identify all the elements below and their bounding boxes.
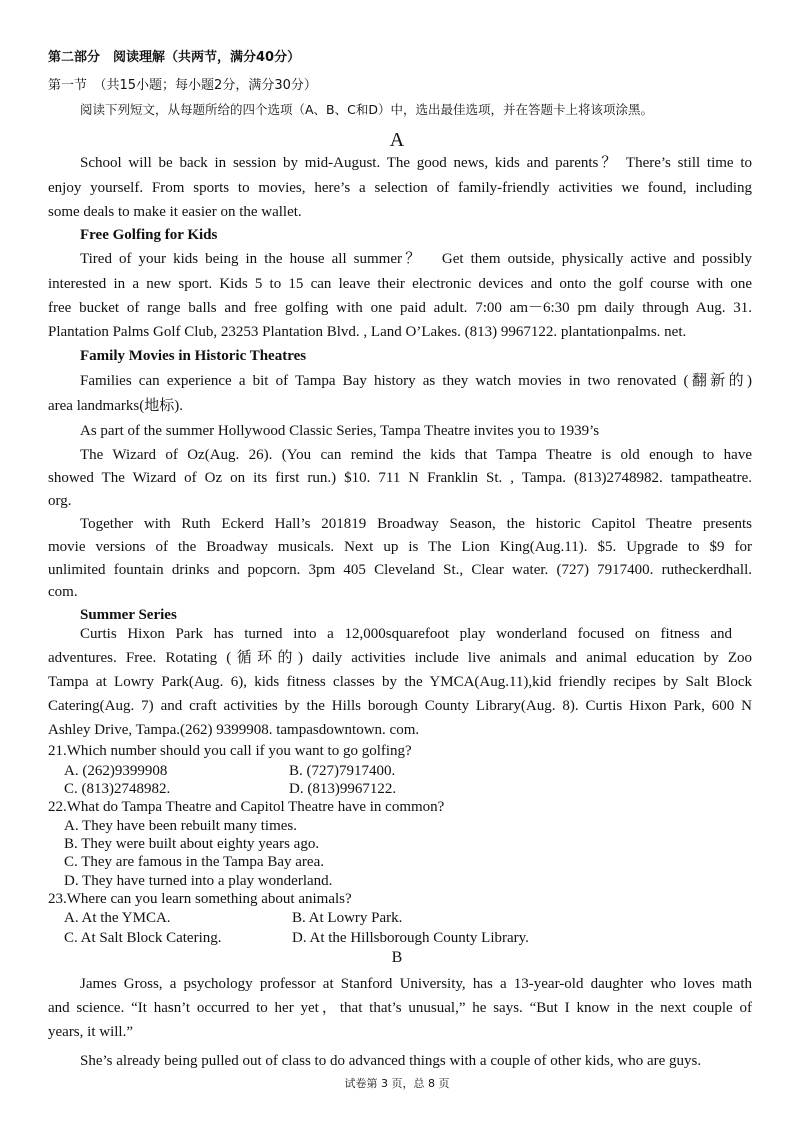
instructions: 阅读下列短文，从每题所给的四个选项（A、B、C和D）中，选出最佳选项，并在答题卡上将该项涂黑。 (80, 102, 653, 117)
movies-heading: Family Movies in Historic Theatres (80, 348, 307, 364)
summer-line: Catering(Aug. 7) and craft activities by the Hills borough County Library(Aug. 8). Curtis Hixon Park, 600 N (48, 698, 752, 714)
passage-b-line: She’s already being pulled out of class to do advanced things with a couple of other kids, who are guys. (80, 1053, 702, 1069)
summer-heading: Summer Series (80, 607, 177, 623)
page-footer: 试卷第 3 页，总 8 页 (344, 1077, 450, 1090)
passage-b-label: B (391, 949, 403, 966)
question-option: D. At the Hillsborough County Library. (292, 930, 529, 946)
golf-line: interested in a new sport. Kids 5 to 15 can leave their electronic devices and onto the golf course with one (48, 276, 752, 292)
question-option: D. (813)9967122. (289, 781, 397, 797)
question-option: B. (727)7917400. (289, 763, 396, 779)
question-stem: 23.Where can you learn something about animals? (48, 891, 352, 907)
golf-heading: Free Golfing for Kids (80, 227, 218, 243)
passage-b-line: years, it will.” (48, 1024, 133, 1040)
golf-line: Tired of your kids being in the house all summer？ Get them outside, physically active and possibly (80, 251, 752, 267)
question-option: A. (262)9399908 (64, 763, 168, 779)
capitol-line: movie versions of the Broadway musicals. Next up is The Lion King(Aug.11). $5. Upgrade to $9 for (48, 539, 752, 555)
summer-line: adventures. Free. Rotating (循环的) daily activities include live animals and animal education by Zoo (48, 650, 752, 666)
question-option: B. They were built about eighty years ago. (64, 836, 320, 852)
question-stem: 22.What do Tampa Theatre and Capitol Theatre have in common? (48, 799, 445, 815)
tampa-line: As part of the summer Hollywood Classic Series, Tampa Theatre invites you to 1939’s (80, 423, 600, 439)
part-title: 第二部分 阅读理解（共两节，满分40分） (48, 50, 301, 65)
question-option: C. They are famous in the Tampa Bay area. (64, 854, 324, 870)
summer-line: Ashley Drive, Tampa.(262) 9399908. tampasdowntown. com. (48, 722, 420, 738)
passage-a-intro-line: School will be back in session by mid-August. The good news, kids and parents？ There’s still time to (80, 155, 752, 171)
question-option: A. At the YMCA. (64, 910, 171, 926)
question-option: C. At Salt Block Catering. (64, 930, 222, 946)
passage-a-intro-line: some deals to make it easier on the wallet. (48, 204, 302, 220)
golf-line: Plantation Palms Golf Club, 23253 Plantation Blvd. , Land O’Lakes. (813) 9967122. plantationpalms. net. (48, 324, 687, 340)
summer-line: Tampa at Lowry Park(Aug. 6), kids fitness classes by the YMCA(Aug.11),kid friendly recipes by Salt Block (48, 674, 752, 690)
question-option: B. At Lowry Park. (292, 910, 403, 926)
passage-b-line: James Gross, a psychology professor at Stanford University, has a 13-year-old daughter who loves math (80, 976, 752, 992)
question-option: C. (813)2748982. (64, 781, 171, 797)
tampa-line: The Wizard of Oz(Aug. 26). (You can remind the kids that Tampa Theatre is old enough to have (80, 447, 752, 463)
movies-intro-line: Families can experience a bit of Tampa Bay history as they watch movies in two renovated (翻新的) (80, 373, 752, 389)
capitol-line: Together with Ruth Eckerd Hall’s 201819 Broadway Season, the historic Capitol Theatre presents (80, 516, 752, 532)
tampa-line: showed The Wizard of Oz on its first run.) $10. 711 N Franklin St. , Tampa. (813)2748982. tampatheatre. (48, 470, 752, 486)
summer-line: Curtis Hixon Park has turned into a 12,000squarefoot play wonderland focused on fitness and (80, 626, 732, 642)
passage-b-line: and science. “It hasn’t occurred to her yet，that that’s unusual,” he says. “But I know in the next couple of (48, 1000, 752, 1016)
passage-a-intro-line: enjoy yourself. From sports to movies, here’s a selection of family-friendly activities we found, including (48, 180, 752, 196)
question-option: D. They have turned into a play wonderland. (64, 873, 333, 889)
section-title: 第一节 （共15小题；每小题2分，满分30分） (48, 78, 317, 93)
golf-line: free bucket of range balls and free golfing with one paid adult. 7:00 am－6:30 pm daily through Aug. 31. (48, 300, 752, 316)
movies-intro-line: area landmarks(地标). (48, 398, 183, 414)
capitol-line: unlimited fountain drinks and popcorn. 3pm 405 Cleveland St., Clear water. (727) 7917400. rutheckerdhall. (48, 562, 752, 578)
capitol-line: com. (48, 584, 78, 600)
passage-a-label: A (389, 129, 405, 151)
question-option: A. They have been rebuilt many times. (64, 818, 297, 834)
tampa-line: org. (48, 493, 72, 509)
question-stem: 21.Which number should you call if you want to go golfing? (48, 743, 412, 759)
